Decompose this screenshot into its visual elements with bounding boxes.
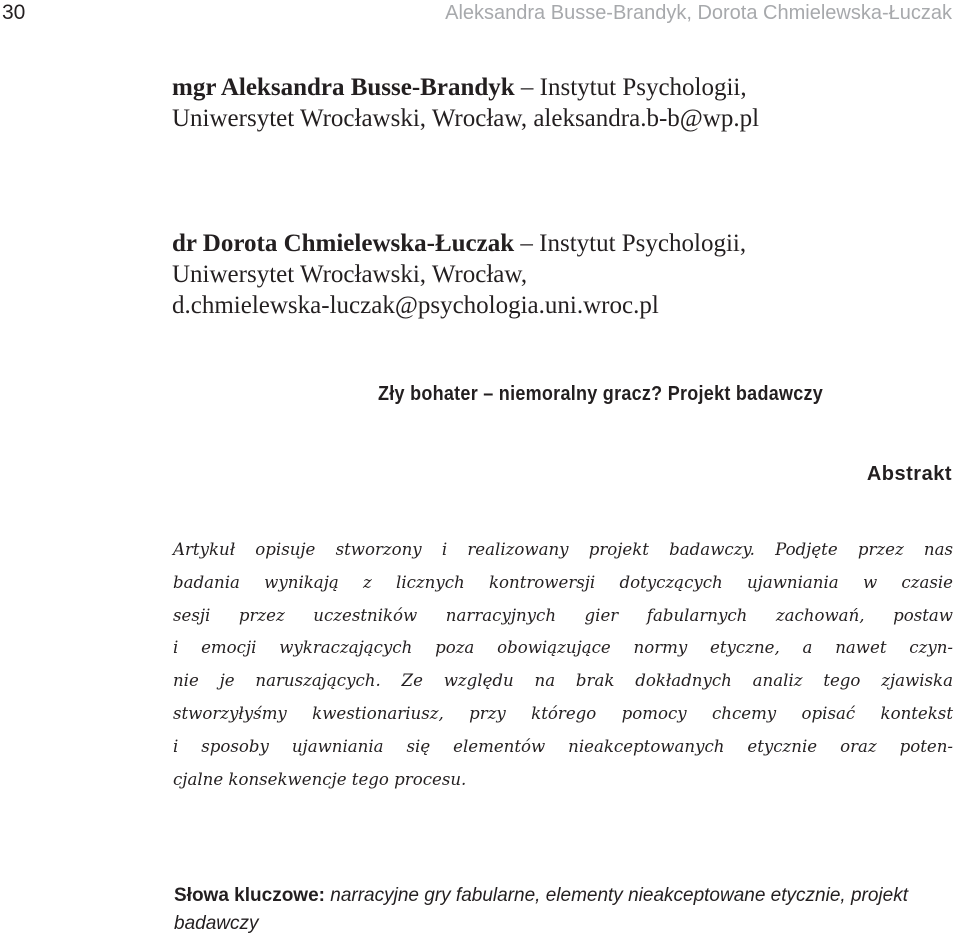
author-affiliation-1 — [172, 72, 932, 134]
author-institution: – Instytut Psychologii, — [514, 74, 747, 101]
abstract-body — [173, 534, 953, 796]
author-institution: – Instytut Psychologii, — [514, 230, 747, 257]
abstract-line: cjalne konsekwencje tego procesu. — [173, 769, 467, 789]
abstract-line: Artykuł opisuje stworzony i realizowany projekt badawczy. Podjęte przez nas — [173, 540, 953, 559]
author-line — [172, 228, 932, 259]
author-institution-line: Uniwersytet Wrocławski, Wrocław, aleksandra.b-b@wp.pl — [172, 105, 760, 132]
abstract-line: nie je naruszających. Ze względu na brak dokładnych analiz tego zjawiska — [173, 671, 953, 691]
author-name: mgr Aleksandra Busse-Brandyk — [172, 74, 515, 101]
abstract-heading: Abstrakt — [866, 463, 952, 485]
author-name: dr Dorota Chmielewska-Łuczak — [172, 230, 515, 257]
author-email: d.chmielewska-luczak@psychologia.uni.wroc.pl — [172, 292, 659, 319]
abstract-line: sesji przez uczestników narracyjnych gier fabularnych zachowań, postaw — [173, 605, 953, 625]
abstract-line: i sposoby ujawniania się elementów nieakceptowanych etycznie oraz poten- — [173, 736, 953, 756]
abstract-line: i emocji wykraczających poza obowiązujące normy etyczne, a nawet czyn- — [173, 638, 953, 658]
abstract-line: stworzyłyśmy kwestionariusz, przy którego pomocy chcemy opisać kontekst — [173, 703, 953, 723]
author-line — [172, 72, 932, 103]
author-affiliation-2 — [172, 228, 932, 321]
running-head: Aleksandra Busse-Brandyk, Dorota Chmielewska-Łuczak — [445, 2, 952, 24]
page-number: 30 — [2, 1, 26, 24]
keywords — [174, 882, 954, 938]
keywords-label: Słowa kluczowe: — [174, 885, 325, 906]
keywords-text: narracyjne gry fabularne, elementy nieakceptowane etycznie, projekt badawczy — [174, 885, 908, 934]
article-title: Zły bohater – niemoralny gracz? Projekt badawczy — [378, 383, 824, 405]
author-institution-line: Uniwersytet Wrocławski, Wrocław, — [172, 261, 528, 288]
abstract-line: badania wynikają z licznych kontrowersji dotyczących ujawniania w czasie — [173, 572, 953, 592]
